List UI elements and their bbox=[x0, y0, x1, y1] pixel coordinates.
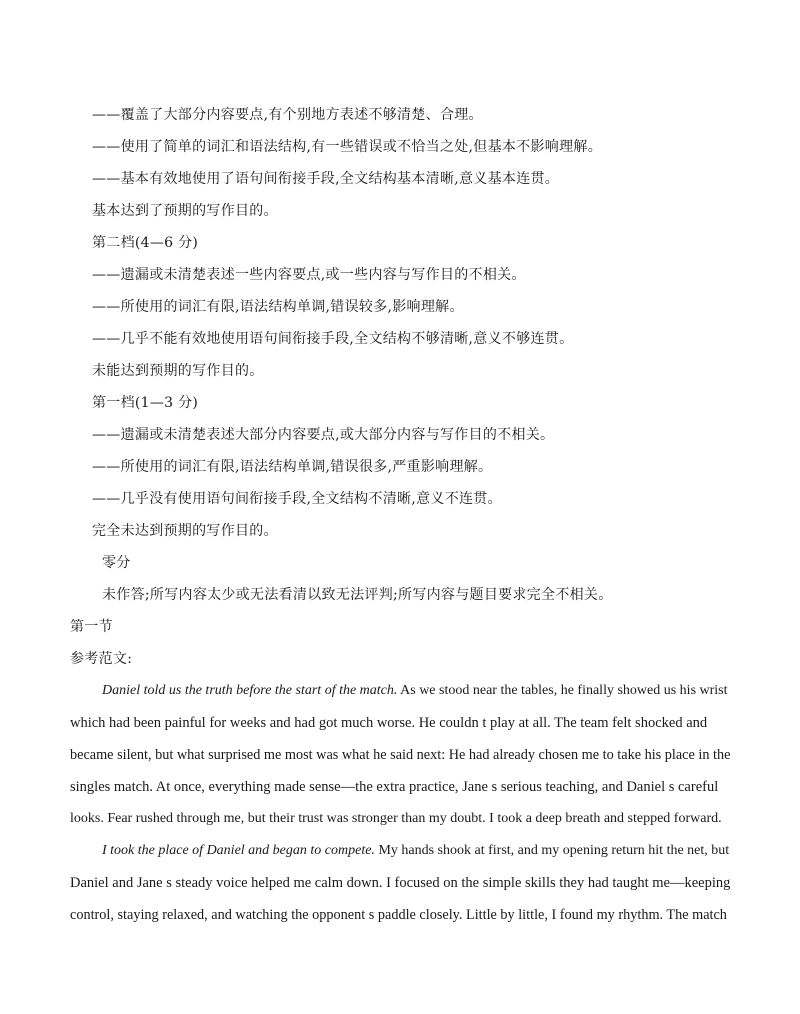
band2-line-4: 未能达到预期的写作目的。 bbox=[92, 363, 264, 379]
band2-line-3: ——几乎不能有效地使用语句间衔接手段,全文结构不够清晰,意义不够连贯。 bbox=[92, 331, 574, 347]
essay-p1-line-5: looks. Fear rushed through me, but their trust was stronger than my doubt. I took a deep breath and stepped forward. bbox=[70, 811, 722, 826]
essay-p2-lead: I took the place of Daniel and began to compete. bbox=[102, 843, 375, 858]
band3-line-4: 基本达到了预期的写作目的。 bbox=[92, 203, 278, 219]
essay-p1-line-1-text: As we stood near the tables, he finally showed us his wrist bbox=[397, 683, 728, 698]
band2-line-2: ——所使用的词汇有限,语法结构单调,错误较多,影响理解。 bbox=[92, 299, 464, 315]
band2-title: 第二档(4—6 分) bbox=[92, 235, 199, 251]
essay-p2-line-2: Daniel and Jane s steady voice helped me calm down. I focused on the simple skills they had taught me—keeping bbox=[70, 875, 731, 891]
band1-line-4: 完全未达到预期的写作目的。 bbox=[92, 523, 278, 539]
zero-text: 未作答;所写内容太少或无法看清以致无法评判;所写内容与题目要求完全不相关。 bbox=[102, 587, 613, 603]
band1-line-1: ——遗漏或未清楚表述大部分内容要点,或大部分内容与写作目的不相关。 bbox=[92, 427, 555, 443]
essay-p1-line-1 bbox=[102, 681, 728, 701]
essay-p1-lead: Daniel told us the truth before the start of the match. bbox=[102, 683, 398, 698]
zero-title: 零分 bbox=[102, 555, 131, 571]
essay-p2-line-1-text: My hands shook at first, and my opening return hit the net, but bbox=[374, 843, 730, 858]
section-title: 第一节 bbox=[70, 619, 113, 635]
essay-p2-line-1 bbox=[102, 841, 729, 861]
essay-p2-line-3: control, staying relaxed, and watching the opponent s paddle closely. Little by little, I found my rhythm. The match bbox=[70, 907, 727, 923]
essay-p1-line-3: became silent, but what surprised me most was what he said next: He had already chosen me to take his place in the bbox=[70, 747, 731, 763]
essay-p1-line-4: singles match. At once, everything made sense—the extra practice, Jane s serious teaching, and Daniel s careful bbox=[70, 779, 719, 795]
band2-line-1: ——遗漏或未清楚表述一些内容要点,或一些内容与写作目的不相关。 bbox=[92, 267, 526, 283]
essay-p1-line-2: which had been painful for weeks and had got much worse. He couldn t play at all. The team felt shocked and bbox=[70, 715, 708, 731]
band1-line-2: ——所使用的词汇有限,语法结构单调,错误很多,严重影响理解。 bbox=[92, 459, 493, 475]
band3-line-3: ——基本有效地使用了语句间衔接手段,全文结构基本清晰,意义基本连贯。 bbox=[92, 171, 560, 187]
band3-line-1: ——覆盖了大部分内容要点,有个别地方表述不够清楚、合理。 bbox=[92, 107, 483, 123]
band1-line-3: ——几乎没有使用语句间衔接手段,全文结构不清晰,意义不连贯。 bbox=[92, 491, 502, 507]
sample-label: 参考范文: bbox=[70, 651, 133, 667]
band1-title: 第一档(1—3 分) bbox=[92, 395, 199, 411]
band3-line-2: ——使用了简单的词汇和语法结构,有一些错误或不恰当之处,但基本不影响理解。 bbox=[92, 139, 602, 155]
